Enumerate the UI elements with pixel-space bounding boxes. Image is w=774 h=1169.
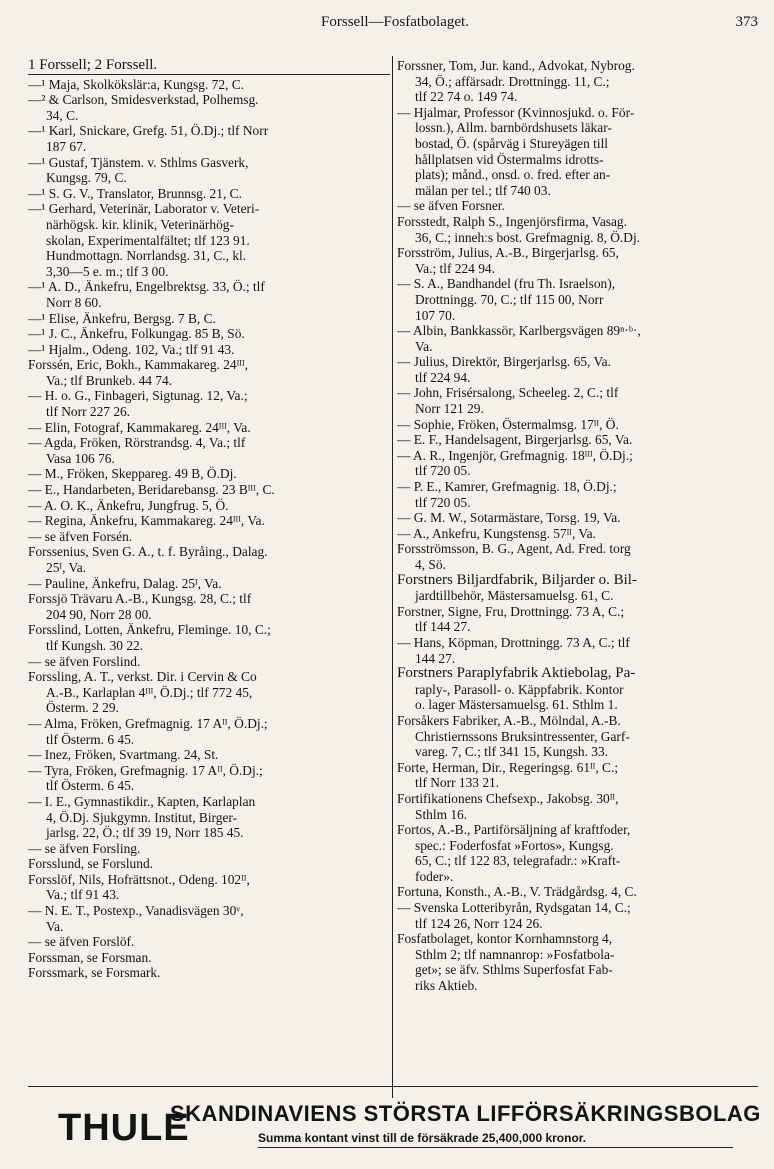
directory-entry-line: tlf Österm. 6 45. (46, 778, 135, 794)
directory-entry-line: —¹ Gerhard, Veterinär, Laborator v. Veteri- (28, 201, 260, 217)
directory-entry-line: jarlsg. 22, Ö.; tlf 39 19, Norr 185 45. (46, 825, 244, 841)
directory-entry-line: A.-B., Karlaplan 4ᴵᴵᴵ, Ö.Dj.; tlf 772 45, (46, 684, 253, 700)
directory-entry-line: 144 27. (415, 650, 456, 666)
directory-entry-line: —² & Carlson, Smidesverkstad, Polhemsg. (28, 92, 259, 108)
column-divider (392, 56, 393, 1098)
directory-entry-line: — Sophie, Fröken, Östermalmsg. 17ᴵᴵ, Ö. (397, 416, 619, 432)
directory-entry-line: 65, C.; tlf 122 83, telegrafadr.: »Kraft- (415, 853, 621, 869)
directory-entry-line: — P. E., Kamrer, Grefmagnig. 18, Ö.Dj.; (397, 479, 617, 495)
directory-entry-line: bostad, Ö. (spårväg i Stureyägen till (415, 135, 609, 151)
directory-entry-line: Forssjö Trävaru A.-B., Kungsg. 28, C.; tlf (28, 591, 252, 607)
directory-entry-line: —¹ Elise, Änkefru, Bergsg. 7 B, C. (28, 310, 216, 326)
directory-entry-line: Österm. 2 29. (46, 700, 119, 716)
directory-entry-line: — se äfven Forslind. (28, 653, 141, 669)
directory-entry-line: Forssén, Eric, Bokh., Kammakareg. 24ᴵᴵᴵ, (28, 357, 248, 373)
directory-entry-line: Va. (46, 918, 64, 934)
directory-entry-line: 107 70. (415, 307, 456, 323)
directory-entry-line: get»; se äfv. Sthlms Superfosfat Fab- (415, 962, 613, 978)
tagline-underline (258, 1147, 733, 1148)
directory-entry-line: — N. E. T., Postexp., Vanadisvägen 30ᵛ, (28, 903, 244, 919)
directory-entry-line: 25ᴵ, Va. (46, 560, 86, 575)
directory-entry-line: Sthlm 2; tlf namnanrop: »Fosfatbola- (415, 946, 615, 962)
directory-entry-line: —¹ J. C., Änkefru, Folkungag. 85 B, Sö. (28, 326, 245, 342)
directory-entry-line: Forssner, Tom, Jur. kand., Advokat, Nybrog. (397, 58, 635, 73)
directory-entry-line: Forstner, Signe, Fru, Drottningg. 73 A, C.; (397, 603, 625, 619)
directory-entry-line: Norr 121 29. (415, 401, 484, 417)
directory-entry-line: — A., Ankefru, Kungstensg. 57ᴵᴵ, Va. (397, 525, 596, 541)
directory-entry-line: tlf Kungsh. 30 22. (46, 637, 144, 653)
page-header (30, 14, 760, 36)
directory-entry-line: Hundmottagn. Norrlandsg. 31, C., kl. (46, 248, 247, 264)
directory-entry-line: — se äfven Forsén. (28, 528, 133, 544)
directory-entry-line: — Hjalmar, Professor (Kvinnosjukd. o. För- (397, 104, 635, 120)
page-number: 373 (735, 14, 758, 30)
directory-entry-line: tlf 720 05. (415, 463, 471, 479)
directory-entry-line: Va.; tlf 91 43. (46, 887, 120, 903)
directory-entry-line: o. lager Mästersamuelsg. 61. Sthlm 1. (415, 697, 618, 713)
directory-entry-line: 36, C.; innehːs bost. Grefmagnig. 8, Ö.Dj. (415, 229, 641, 245)
directory-entry-line: —¹ Gustaf, Tjänstem. v. Sthlms Gasverk, (28, 154, 249, 170)
directory-entry-line: Fortos, A.-B., Partiförsäljning af kraftfoder, (397, 822, 631, 838)
directory-entry-line: Va.; tlf Brunkeb. 44 74. (46, 372, 173, 388)
directory-entry-line: raply-, Parasoll- o. Käppfabrik. Kontor (415, 681, 624, 697)
thule-logo: THULE (58, 1107, 190, 1149)
directory-entry-line: Christiernssons Bruksintressenter, Garf- (415, 728, 630, 744)
directory-entry-line: lossn.), Allm. barnbördshusets läkar- (415, 120, 612, 136)
directory-entry-line: Va.; tlf 224 94. (415, 260, 495, 276)
directory-entry-line: Forssenius, Sven G. A., t. f. Byråing., Dalag. (28, 544, 268, 560)
directory-entry-line: Fortuna, Konsth., A.-B., V. Trädgårdsg. 4, C. (397, 884, 637, 900)
directory-entry-line: 34, C. (46, 107, 79, 123)
directory-entry-line: 4, Sö. (415, 557, 446, 572)
directory-entry-line: — Svenska Lotteribyrån, Rydsgatan 14, C.; (397, 900, 631, 916)
directory-entry-line: — S. A., Bandhandel (fru Th. Israelson), (397, 276, 616, 292)
directory-entry-line: Forssling, A. T., verkst. Dir. i Cervin & Co (28, 669, 257, 685)
directory-entry-line: — Albin, Bankkassör, Karlbergsvägen 89ⁿ·ᵇ·, (397, 323, 641, 339)
directory-entry-line: — Inez, Fröken, Svartmang. 24, St. (28, 747, 219, 763)
directory-entry-line: plats); månd., onsd. o. fred. efter an- (415, 167, 611, 183)
directory-entry-line: — se äfven Forsner. (397, 198, 505, 214)
directory-entry-line: tlf Norr 133 21. (415, 775, 500, 791)
directory-entry-line: 1 Forssell; 2 Forssell. (28, 58, 390, 75)
directory-entry-line: Fosfatbolaget, kontor Kornhamnstorg 4, (397, 931, 613, 947)
directory-entry-line: jardtillbehör, Mästersamuelsg. 61, C. (415, 588, 614, 604)
directory-entry-line: — A. O. K., Änkefru, Jungfrug. 5, Ö. (28, 497, 229, 513)
directory-entry-line: 187 67. (46, 138, 87, 154)
directory-entry-line: tlf 224 94. (415, 369, 471, 385)
directory-entry-line: — Hans, Köpman, Drottningg. 73 A, C.; tlf (397, 634, 630, 650)
directory-entry-line: Forstners Biljardfabrik, Biljarder o. Bil- (397, 572, 637, 588)
directory-entry-line: Vasa 106 76. (46, 450, 115, 466)
directory-entry-line: — Regina, Änkefru, Kammakareg. 24ᴵᴵᴵ, Va. (28, 513, 265, 529)
directory-entry-line: Forte, Herman, Dir., Regeringsg. 61ᴵᴵ, C.; (397, 759, 619, 775)
directory-entry-line: Forsström, Julius, A.-B., Birgerjarlsg. 65, (397, 245, 619, 261)
directory-entry-line: tlf 22 74 o. 149 74. (415, 89, 518, 105)
directory-entry-line: Kungsg. 79, C. (46, 170, 127, 186)
directory-entry-line: 4, Ö.Dj. Sjukgymn. Institut, Birger- (46, 809, 238, 825)
directory-entry-line: foder». (415, 868, 454, 884)
directory-entry-line: 34, Ö.; affärsadr. Drottningg. 11, C.; (415, 73, 610, 89)
directory-entry-line: Drottningg. 70, C.; tlf 115 00, Norr (415, 291, 604, 307)
directory-entry-line: tlf 720 05. (415, 494, 471, 510)
directory-entry-line: — Alma, Fröken, Grefmagnig. 17 Aᴵᴵ, Ö.Dj.; (28, 715, 268, 731)
directory-entry-line: — E., Handarbeten, Beridarebansg. 23 Bᴵᴵᴵ, C. (28, 482, 275, 498)
directory-entry-line: —¹ Maja, Skolkökslär:a, Kungsg. 72, C. (28, 76, 245, 92)
directory-entry-line: riks Aktieb. (415, 978, 478, 994)
directory-entry-line: — Julius, Direktör, Birgerjarlsg. 65, Va. (397, 354, 611, 370)
directory-entry-line: — se äfven Forsling. (28, 840, 141, 856)
directory-entry-line: Forsslöf, Nils, Hofrättsnot., Odeng. 102ᴵᴵ, (28, 871, 250, 887)
directory-entry-line: 204 90, Norr 28 00. (46, 606, 152, 622)
directory-entry-line: Forstners Paraplyfabrik Aktiebolag, Pa- (397, 666, 636, 682)
ad-headline: SKANDINAVIENS STÖRSTA LIFFÖRSÄKRINGSBOLAG (170, 1101, 761, 1126)
directory-entry-line: — Pauline, Änkefru, Dalag. 25ᴵ, Va. (28, 575, 222, 591)
ad-tagline: Summa kontant vinst till de försäkrade 25,400,000 kronor. (258, 1131, 587, 1145)
directory-entry-line: mälan per tel.; tlf 740 03. (415, 182, 551, 198)
directory-entry-line: tlf Norr 227 26. (46, 404, 131, 420)
directory-entry-line: närhögsk. kir. klinik, Veterinärhög- (46, 216, 234, 232)
directory-entry-line: Forsslind, Lotten, Änkefru, Fleminge. 10, C.; (28, 622, 271, 638)
directory-entry-line: Forsströmsson, B. G., Agent, Ad. Fred. torg (397, 541, 631, 557)
directory-entry-line: skolan, Experimentalfältet; tlf 123 91. (46, 232, 250, 248)
directory-entry-line: spec.: Foderfosfat »Fortos», Kungsg. (415, 837, 614, 853)
directory-entry-line: — A. R., Ingenjör, Grefmagnig. 18ᴵᴵᴵ, Ö.Dj.; (397, 447, 633, 463)
directory-entry-line: Forssmark, se Forsmark. (28, 965, 161, 981)
running-title: Forssell—Fosfatbolaget. (321, 14, 469, 30)
directory-entry-line: Fortifikationens Chefsexp., Jakobsg. 30ᴵᴵ, (397, 790, 619, 806)
directory-entry-line: Forsslund, se Forslund. (28, 856, 153, 872)
directory-entry-line: Forsstedt, Ralph S., Ingenjörsfirma, Vasag. (397, 213, 627, 229)
directory-entry-line: — Elin, Fotograf, Kammakareg. 24ᴵᴵᴵ, Va. (28, 419, 251, 435)
directory-entry-line: —¹ S. G. V., Translator, Brunnsg. 21, C. (28, 185, 242, 201)
directory-entry-line: tlf Österm. 6 45. (46, 731, 135, 747)
thule-advertisement (58, 1097, 761, 1157)
directory-entry-line: Forsåkers Fabriker, A.-B., Mölndal, A.-B. (397, 712, 621, 728)
directory-entry-line: hållplatsen vid Östermalms idrotts- (415, 151, 604, 167)
directory-entry-line: vareg. 7, C.; tlf 341 15, Kungsh. 33. (415, 744, 609, 760)
directory-entry-line: tlf 144 27. (415, 619, 471, 635)
directory-entry-line: tlf 124 26, Norr 124 26. (415, 915, 543, 931)
left-column (28, 58, 390, 981)
directory-entry-line: Norr 8 60. (46, 294, 102, 310)
directory-entry-line: — G. M. W., Sotarmästare, Torsg. 19, Va. (397, 510, 621, 526)
footer-rule (28, 1086, 758, 1087)
directory-entry-line: —¹ Karl, Snickare, Grefg. 51, Ö.Dj.; tlf Norr (28, 123, 269, 139)
directory-entry-line: Sthlm 16. (415, 806, 468, 822)
directory-entry-line: —¹ Hjalm., Odeng. 102, Va.; tlf 91 43. (28, 341, 235, 357)
directory-entry-line: 3,30—5 e. m.; tlf 3 00. (46, 263, 169, 279)
directory-entry-line: — Tyra, Fröken, Grefmagnig. 17 Aᴵᴵ, Ö.Dj.; (28, 762, 263, 778)
directory-entry-line: — Agda, Fröken, Rörstrandsg. 4, Va.; tlf (28, 435, 246, 451)
directory-entry-line: — E. F., Handelsagent, Birgerjarlsg. 65, Va. (397, 432, 633, 448)
directory-entry-line: — M., Fröken, Skeppareg. 49 B, Ö.Dj. (28, 466, 237, 482)
directory-entry-line: — H. o. G., Finbageri, Sigtunag. 12, Va.; (28, 388, 248, 404)
directory-entry-line: — I. E., Gymnastikdir., Kapten, Karlaplan (28, 793, 256, 809)
directory-entry-line: Forssman, se Forsman. (28, 949, 152, 965)
directory-entry-line: Va. (415, 338, 433, 354)
directory-entry-line: — se äfven Forslöf. (28, 934, 135, 950)
directory-entry-line: — John, Frisérsalong, Scheeleg. 2, C.; tlf (397, 385, 619, 401)
directory-entry-line: —¹ A. D., Änkefru, Engelbrektsg. 33, Ö.; tlf (28, 279, 265, 295)
right-column (397, 58, 759, 994)
